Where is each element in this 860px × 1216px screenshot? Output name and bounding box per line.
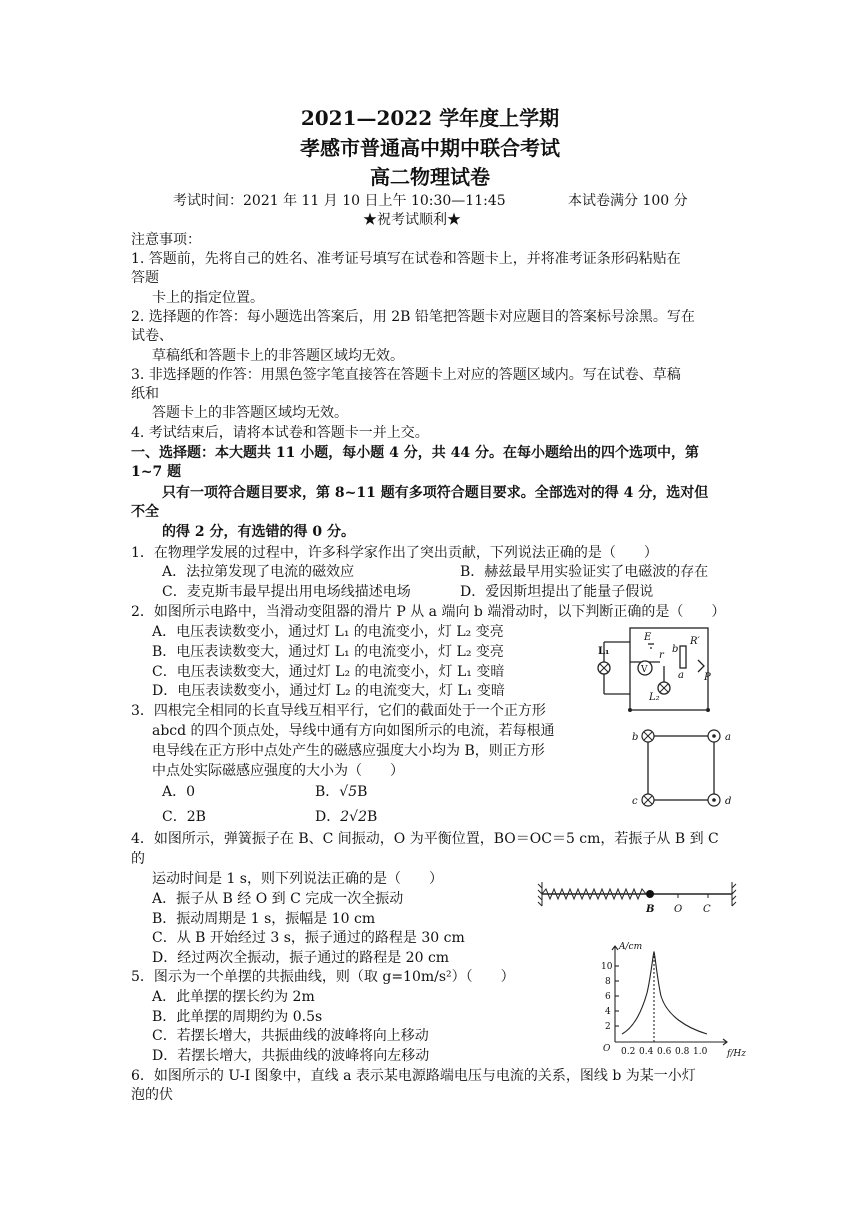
corner-c: c (632, 796, 638, 807)
x-tick-0-2: 0.2 (621, 1047, 636, 1057)
y-tick-2: 2 (605, 1022, 611, 1032)
q3-option-b-label: B． (315, 784, 340, 800)
q4-option-a: A．振子从 B 经 O 到 C 完成一次全振动 (152, 891, 404, 907)
corner-b: b (632, 732, 639, 743)
note-2-line-3: 草稿纸和答题卡上的非答题区域均无效。 (152, 348, 404, 364)
label-E: E (644, 632, 652, 643)
q6-line-2: 泡的伏 (131, 1087, 173, 1103)
label-R: R′ (690, 636, 700, 647)
y-tick-6: 6 (605, 992, 611, 1002)
q3-option-a: A．0 (162, 784, 196, 800)
q5-option-d: D．若摆长增大，共振曲线的波峰将向左移动 (152, 1048, 430, 1064)
q1-option-c: C．麦克斯韦最早提出用电场线描述电场 (162, 584, 411, 600)
blessing: ★祝考试顺利★ (363, 212, 461, 228)
label-L2: L₂ (649, 692, 660, 703)
label-b: b (672, 644, 679, 655)
x-axis-label: f/Hz (727, 1049, 746, 1059)
note-4: 4. 考试结束后，请将本试卷和答题卡一并上交。 (131, 425, 429, 441)
note-2-line-2: 试卷、 (131, 328, 173, 344)
q2-option-a: A．电压表读数变小，通过灯 L₁ 的电流变小，灯 L₂ 变亮 (152, 624, 504, 640)
q3-square-wires-diagram (628, 726, 738, 812)
q1-stem: 1．在物理学发展的过程中，许多科学家作出了突出贡献，下列说法正确的是（ ） (131, 545, 658, 561)
q4-line-2: 的 (131, 851, 145, 867)
q4-line-3: 运动时间是 1 s，则下列说法正确的是（ ） (152, 871, 443, 887)
q3-option-d-unit: B (366, 809, 378, 825)
section-1-line-3: 只有一项符合题目要求，第 8~11 题有多项符合题目要求。全部选对的得 4 分，选对但 (162, 485, 709, 501)
q3-option-b-root: √5 (339, 784, 358, 800)
q3-line-2: abcd 的四个顶点处，导线中通有方向如图所示的电流，若每根通 (152, 723, 555, 739)
q5-option-b: B．此单摆的周期约为 0.5s (152, 1009, 323, 1025)
corner-a: a (725, 732, 731, 743)
q4-line-1: 4．如图所示，弹簧振子在 B、C 间振动，O 为平衡位置，BO＝OC＝5 cm，若振子从 B 到 C (131, 831, 719, 847)
point-B: B (646, 904, 655, 915)
notes-heading: 注意事项： (131, 232, 201, 248)
q3-option-c: C．2B (162, 809, 206, 825)
q1-option-d: D．爱因斯坦提出了能量子假说 (460, 584, 654, 600)
note-3-line-3: 答题卡上的非答题区域均无效。 (152, 405, 348, 421)
q2-option-c: C．电压表读数变大，通过灯 L₂ 的电流变小，灯 L₁ 变暗 (152, 664, 505, 680)
note-2-line-1: 2. 选择题的作答：每小题选出答案后，用 2B 铅笔把答题卡对应题目的答案标号涂黑。写在 (131, 309, 695, 325)
q3-line-1: 3．四根完全相同的长直导线互相平行，它们的截面处于一个正方形 (131, 703, 546, 719)
section-1-line-1: 一、选择题：本大题共 11 小题，每小题 4 分，共 44 分。在每小题给出的四个选项中，第 (131, 445, 699, 461)
q3-option-d-root: 2√2 (340, 809, 367, 825)
q5-option-a: A．此单摆的摆长约为 2m (152, 989, 315, 1005)
q4-spring-oscillator-diagram (536, 880, 742, 920)
q3-option-d-label: D． (315, 809, 341, 825)
q4-option-b: B．振动周期是 1 s，振幅是 10 cm (152, 911, 376, 927)
voltmeter-label: V (641, 665, 648, 675)
q5-option-c: C．若摆长增大，共振曲线的波峰将向上移动 (152, 1028, 429, 1044)
point-C: C (703, 904, 711, 915)
full-score: 本试卷满分 100 分 (568, 193, 688, 209)
q3-line-4: 中点处实际磁感应强度的大小为（ ） (152, 763, 404, 779)
x-tick-0-6: 0.6 (657, 1047, 672, 1057)
x-tick-1-0: 1.0 (693, 1047, 708, 1057)
q1-option-a: A．法拉第发现了电流的磁效应 (162, 564, 355, 580)
y-axis-label: A/cm (619, 942, 643, 952)
corner-d: d (725, 796, 732, 807)
y-tick-8: 8 (605, 977, 611, 987)
point-O: O (674, 904, 683, 915)
q4-option-d: D．经过两次全振动，振子通过的路程是 20 cm (152, 950, 450, 966)
origin-label: O (603, 1044, 611, 1054)
paper-title-year: 2021—2022 学年度上学期 (300, 106, 560, 130)
note-3-line-1: 3. 非选择题的作答：用黑色签字笔直接答在答题卡上对应的答题区域内。写在试卷、草稿 (131, 367, 681, 383)
section-1-line-2: 1~7 题 (131, 464, 182, 480)
q3-option-b-unit: B (357, 784, 368, 800)
q3-option-d (315, 808, 377, 826)
y-tick-10: 10 (601, 962, 613, 972)
q5-stem: 5．图示为一个单摆的共振曲线，则（取 g=10m/s²）（ ） (131, 969, 515, 985)
q5-resonance-curve-graph (597, 938, 757, 1060)
exam-time: 考试时间：2021 年 11 月 10 日上午 10:30—11:45 (173, 193, 506, 209)
q6-line-1: 6．如图所示的 U-I 图象中，直线 a 表示某电源路端电压与电流的关系，图线 b 为某一小灯 (131, 1068, 696, 1084)
paper-title-subject: 高二物理试卷 (370, 165, 490, 189)
note-1-line-1: 1. 答题前，先将自己的姓名、准考证号填写在试卷和答题卡上，并将准考证条形码粘贴在 (131, 251, 681, 267)
label-r: r (659, 650, 664, 661)
paper-title-exam: 孝感市普通高中期中联合考试 (300, 136, 560, 160)
q1-option-b: B．赫兹最早用实验证实了电磁波的存在 (460, 564, 709, 580)
section-1-line-5: 的得 2 分，有选错的得 0 分。 (162, 524, 355, 540)
label-P: P (704, 672, 711, 683)
x-tick-0-8: 0.8 (675, 1047, 690, 1057)
label-a: a (678, 670, 684, 681)
q4-option-c: C．从 B 开始经过 3 s，振子通过的路程是 30 cm (152, 930, 465, 946)
note-1-line-3: 卡上的指定位置。 (152, 290, 264, 306)
y-tick-4: 4 (605, 1007, 611, 1017)
section-1-line-4: 不全 (131, 504, 159, 520)
q2-stem: 2．如图所示电路中，当滑动变阻器的滑片 P 从 a 端向 b 端滑动时，以下判断正确的是（ ） (131, 604, 726, 620)
q3-line-3: 电导线在正方形中点处产生的磁感应强度大小均为 B，则正方形 (152, 743, 545, 759)
q2-option-d: D．电压表读数变小，通过灯 L₂ 的电流变大，灯 L₁ 变暗 (152, 683, 505, 699)
q2-option-b: B．电压表读数变大，通过灯 L₁ 的电流变小，灯 L₂ 变亮 (152, 644, 504, 660)
label-L1: L₁ (598, 646, 610, 657)
x-tick-0-4: 0.4 (639, 1047, 654, 1057)
q2-circuit-diagram (600, 622, 720, 718)
q3-option-b (315, 783, 367, 801)
note-3-line-2: 纸和 (131, 386, 159, 402)
note-1-line-2: 答题 (131, 270, 159, 286)
